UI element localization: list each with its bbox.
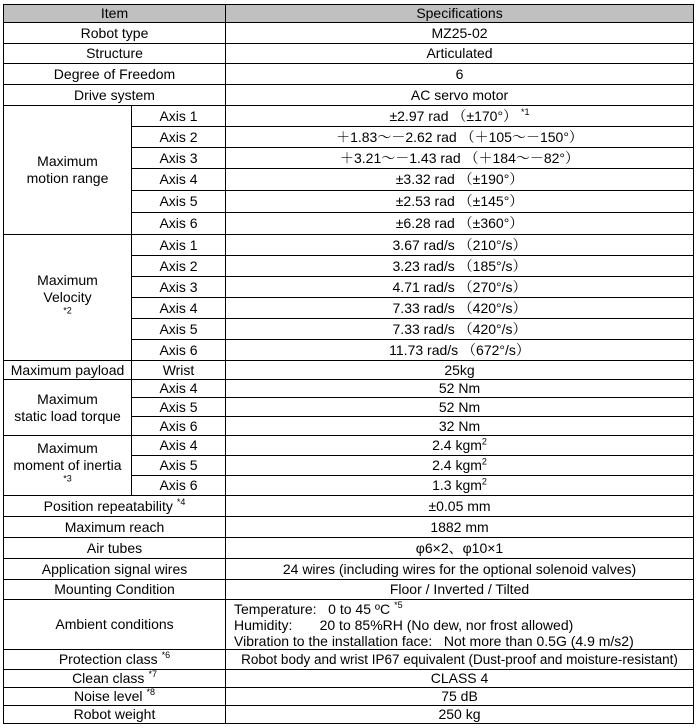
axis-label: Axis 5 xyxy=(132,398,226,417)
table-row xyxy=(4,436,694,456)
row-label xyxy=(4,496,226,517)
motion-range-label xyxy=(4,106,132,235)
axis-label: Axis 6 xyxy=(132,476,226,496)
footnote-mark: *4 xyxy=(176,496,186,507)
axis-label: Axis 3 xyxy=(132,148,226,169)
axis-value: 7.33 rad/s （420°/s） xyxy=(226,319,694,340)
label-line: Maximum xyxy=(37,153,98,169)
axis-value: 52 Nm xyxy=(226,380,694,398)
label-line: moment of inertia xyxy=(13,457,122,473)
table-row xyxy=(4,106,694,127)
label-line: Velocity xyxy=(43,289,92,305)
footnote-mark: *5 xyxy=(394,599,403,610)
row-label: Robot weight xyxy=(4,706,226,724)
axis-label: Axis 6 xyxy=(132,213,226,235)
table-row xyxy=(4,235,694,256)
table-row xyxy=(4,688,694,706)
axis-value xyxy=(226,436,694,456)
axis-label: Axis 5 xyxy=(132,456,226,476)
axis-value: ±6.28 rad （±360°） xyxy=(226,213,694,235)
row-label: Drive system xyxy=(4,85,226,106)
table-row xyxy=(4,64,694,85)
inertia-label xyxy=(4,436,132,496)
footnote-mark: *1 xyxy=(521,106,530,117)
unit-superscript: 2 xyxy=(481,436,487,447)
unit-superscript: 2 xyxy=(481,456,487,467)
row-value: ±0.05 mm xyxy=(226,496,694,517)
axis-value: 3.67 rad/s （210°/s） xyxy=(226,235,694,256)
static-torque-label xyxy=(4,380,132,436)
row-value: MZ25-02 xyxy=(226,23,694,44)
axis-label: Axis 4 xyxy=(132,169,226,191)
row-label: Degree of Freedom xyxy=(4,64,226,85)
row-value: AC servo motor xyxy=(226,85,694,106)
label-line: motion range xyxy=(26,170,109,186)
ambient-humidity: Humidity: 20 to 85%RH (No dew, nor frost allowed) xyxy=(234,616,574,633)
axis-value: 3.23 rad/s （185°/s） xyxy=(226,256,694,277)
header-item: Item xyxy=(4,5,226,23)
axis-value: ＋1.83～－2.62 rad （＋105～－150°） xyxy=(226,127,694,148)
row-label: Mounting Condition xyxy=(4,580,226,600)
axis-label: Axis 5 xyxy=(132,191,226,213)
table-row xyxy=(4,538,694,559)
axis-label: Axis 2 xyxy=(132,127,226,148)
value-text: 2.4 kgm xyxy=(432,457,482,473)
footnote-mark: *2 xyxy=(63,305,72,316)
value-text: 2.4 kgm xyxy=(432,437,482,453)
axis-label: Axis 6 xyxy=(132,417,226,436)
axis-label: Axis 5 xyxy=(132,319,226,340)
row-value: 75 dB xyxy=(226,688,694,706)
value-text: 1.3 kgm xyxy=(432,477,482,493)
row-value: 6 xyxy=(226,64,694,85)
row-value: Articulated xyxy=(226,44,694,64)
row-value: CLASS 4 xyxy=(226,670,694,688)
row-value: Robot body and wrist IP67 equivalent (Dust-proof and moisture-resistant) xyxy=(226,650,694,670)
row-label: Structure xyxy=(4,44,226,64)
footnote-mark: *3 xyxy=(63,473,72,484)
axis-value: ±2.53 rad （±145°） xyxy=(226,191,694,213)
axis-label: Axis 6 xyxy=(132,340,226,361)
table-row xyxy=(4,600,694,650)
row-value: 250 kg xyxy=(226,706,694,724)
table-row xyxy=(4,650,694,670)
spec-table xyxy=(3,4,694,724)
footnote-mark: *7 xyxy=(148,669,157,680)
axis-label: Axis 1 xyxy=(132,106,226,127)
axis-label: Axis 4 xyxy=(132,380,226,398)
row-label: Ambient conditions xyxy=(4,600,226,650)
row-label xyxy=(4,650,226,670)
row-value: 25kg xyxy=(226,361,694,380)
ambient-temperature: Temperature: 0 to 45 ºC xyxy=(234,600,391,617)
axis-value: 7.33 rad/s （420°/s） xyxy=(226,298,694,319)
row-label xyxy=(4,688,226,706)
velocity-label xyxy=(4,235,132,361)
table-row xyxy=(4,380,694,398)
axis-value: 52 Nm xyxy=(226,398,694,417)
label-text: Clean class xyxy=(72,670,145,686)
axis-value: ±3.32 rad （±190°） xyxy=(226,169,694,191)
footnote-mark: *6 xyxy=(161,650,171,661)
header-row xyxy=(4,5,694,23)
row-label: Air tubes xyxy=(4,538,226,559)
axis-value: 4.71 rad/s （270°/s） xyxy=(226,277,694,298)
table-row xyxy=(4,559,694,580)
label-line: Maximum xyxy=(37,272,98,288)
axis-value: ＋3.21～－1.43 rad （＋184～－82°） xyxy=(226,148,694,169)
axis-label: Axis 4 xyxy=(132,298,226,319)
ambient-value xyxy=(226,600,694,650)
axis-value xyxy=(226,106,694,127)
axis-value: 11.73 rad/s （672°/s） xyxy=(226,340,694,361)
axis-value xyxy=(226,456,694,476)
axis-label: Wrist xyxy=(132,361,226,380)
axis-label: Axis 2 xyxy=(132,256,226,277)
row-label: Application signal wires xyxy=(4,559,226,580)
label-text: Protection class xyxy=(58,651,158,667)
table-row xyxy=(4,670,694,688)
value-text: ±2.97 rad （±170°） xyxy=(389,107,518,124)
table-row xyxy=(4,517,694,538)
row-label xyxy=(4,670,226,688)
row-value: 1882 mm xyxy=(226,517,694,538)
table-row xyxy=(4,580,694,600)
axis-value: 32 Nm xyxy=(226,417,694,436)
row-value: Floor / Inverted / Tilted xyxy=(226,580,694,600)
footnote-mark: *8 xyxy=(146,687,155,698)
table-row xyxy=(4,361,694,380)
row-value: φ6×2、φ10×1 xyxy=(226,538,694,559)
unit-superscript: 2 xyxy=(481,476,487,487)
axis-value xyxy=(226,476,694,496)
label-line: Maximum xyxy=(37,440,98,456)
table-row xyxy=(4,496,694,517)
table-row xyxy=(4,23,694,44)
row-label: Maximum payload xyxy=(4,361,132,380)
label-line: static load torque xyxy=(14,407,121,424)
label-text: Noise level xyxy=(74,688,143,704)
label-text: Position repeatability xyxy=(43,497,173,514)
header-specifications: Specifications xyxy=(226,5,694,23)
row-label: Maximum reach xyxy=(4,517,226,538)
label-line: Maximum xyxy=(37,390,98,407)
axis-label: Axis 4 xyxy=(132,436,226,456)
axis-label: Axis 1 xyxy=(132,235,226,256)
row-label: Robot type xyxy=(4,23,226,44)
table-row xyxy=(4,44,694,64)
axis-label: Axis 3 xyxy=(132,277,226,298)
ambient-vibration: Vibration to the installation face: Not more than 0.5G (4.9 m/s2) xyxy=(234,632,634,649)
ambient-line xyxy=(234,601,690,617)
table-row xyxy=(4,85,694,106)
row-value: 24 wires (including wires for the optional solenoid valves) xyxy=(226,559,694,580)
table-row xyxy=(4,706,694,724)
